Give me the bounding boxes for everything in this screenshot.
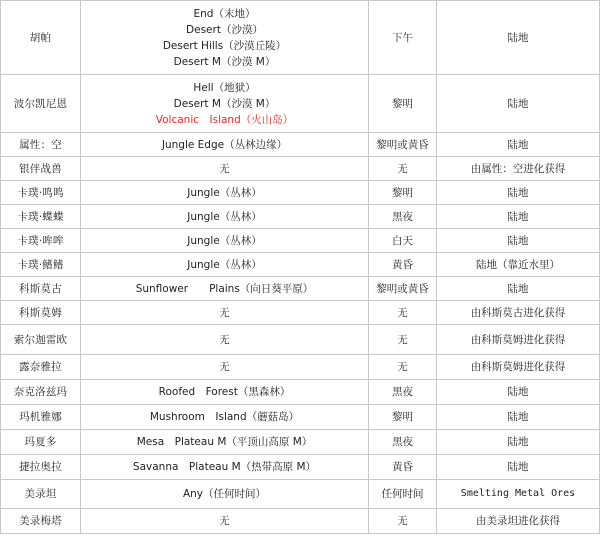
pokemon-name-cell: 索尔迦雷欧	[1, 325, 81, 355]
table-row	[1, 355, 600, 380]
pokemon-name-cell: 胡帕	[1, 1, 81, 75]
biome-cell	[81, 430, 369, 455]
spawn-time-cell: 黎明	[369, 405, 437, 430]
spawn-time-cell: 黎明	[369, 75, 437, 133]
table-row	[1, 509, 600, 534]
spawn-location-cell: 由科斯莫姆进化获得	[437, 355, 600, 380]
spawn-time-cell: 黑夜	[369, 205, 437, 229]
pokemon-name-cell: 玛机雅娜	[1, 405, 81, 430]
pokemon-name-cell: 奈克洛兹玛	[1, 380, 81, 405]
spawn-location-cell: 由美录坦进化获得	[437, 509, 600, 534]
biome-cell	[81, 405, 369, 430]
biome-line: Mesa Plateau M（平顶山高原 M）	[136, 436, 313, 448]
pokemon-name-cell: 银伴战兽	[1, 157, 81, 181]
spawn-time-cell: 无	[369, 355, 437, 380]
table-row	[1, 205, 600, 229]
pokemon-name-cell: 波尔凯尼恩	[1, 75, 81, 133]
pokemon-name-cell: 美录坦	[1, 480, 81, 509]
table-row	[1, 301, 600, 325]
biome-line: 无	[219, 306, 230, 319]
biome-line: 无	[219, 162, 230, 175]
spawn-location-cell: 陆地	[437, 380, 600, 405]
spawn-time-cell: 无	[369, 325, 437, 355]
spawn-time-cell: 白天	[369, 229, 437, 253]
pokemon-name-cell: 属性：空	[1, 133, 81, 157]
biome-cell	[81, 355, 369, 380]
table-row	[1, 325, 600, 355]
spawn-time-cell: 无	[369, 509, 437, 534]
biome-cell	[81, 380, 369, 405]
biome-line: Desert Hills（沙漠丘陵）	[162, 39, 287, 52]
spawn-location-cell: Smelting Metal Ores	[437, 480, 600, 509]
spawn-location-cell: 陆地	[437, 181, 600, 205]
pokemon-name-cell: 科斯莫姆	[1, 301, 81, 325]
table-row	[1, 380, 600, 405]
pokemon-name-cell: 卡璞·鳍鳍	[1, 253, 81, 277]
biome-line: Jungle（丛林）	[187, 258, 262, 271]
biome-cell	[81, 157, 369, 181]
spawn-time-cell: 任何时间	[369, 480, 437, 509]
pokemon-name-cell: 美录梅塔	[1, 509, 81, 534]
biome-cell	[81, 75, 369, 133]
table-row	[1, 181, 600, 205]
spawn-time-cell: 黄昏	[369, 455, 437, 480]
spawn-time-cell: 黎明或黄昏	[369, 277, 437, 301]
biome-line: Hell（地狱）	[193, 81, 256, 94]
biome-cell	[81, 181, 369, 205]
table-row	[1, 157, 600, 181]
table-row	[1, 405, 600, 430]
spawn-location-cell: 陆地	[437, 229, 600, 253]
biome-line: Savanna Plateau M（热带高原 M）	[132, 461, 317, 473]
table-row	[1, 253, 600, 277]
spawn-location-cell: 陆地（靠近水里）	[437, 253, 600, 277]
spawn-time-cell: 无	[369, 301, 437, 325]
biome-cell	[81, 301, 369, 325]
table-row	[1, 430, 600, 455]
biome-line: Jungle（丛林）	[187, 210, 262, 223]
spawn-time-cell: 无	[369, 157, 437, 181]
spawn-time-cell: 黎明	[369, 181, 437, 205]
spawn-location-cell: 陆地	[437, 277, 600, 301]
pokemon-name-cell: 露奈雅拉	[1, 355, 81, 380]
pokemon-name-cell: 卡璞·哞哞	[1, 229, 81, 253]
table-row	[1, 455, 600, 480]
spawn-time-cell: 黑夜	[369, 380, 437, 405]
biome-line: Any（任何时间）	[182, 488, 267, 500]
pokemon-name-cell: 卡璞·蝶蝶	[1, 205, 81, 229]
spawn-location-cell: 陆地	[437, 1, 600, 75]
biome-line: Jungle Edge（丛林边缘）	[161, 138, 288, 151]
spawn-time-cell: 黑夜	[369, 430, 437, 455]
biome-cell	[81, 253, 369, 277]
biome-cell	[81, 1, 369, 75]
biome-cell	[81, 229, 369, 253]
biome-line: Sunflower Plains（向日葵平原）	[135, 282, 314, 295]
biome-line: Roofed Forest（黑森林）	[158, 386, 291, 398]
biome-cell	[81, 205, 369, 229]
biome-line: 无	[219, 361, 230, 373]
table-row	[1, 133, 600, 157]
table-row	[1, 1, 600, 75]
spawn-location-cell: 陆地	[437, 205, 600, 229]
biome-line: 无	[219, 333, 230, 346]
spawn-time-cell: 黎明或黄昏	[369, 133, 437, 157]
pokemon-name-cell: 玛夏多	[1, 430, 81, 455]
biome-line: Desert M（沙漠 M）	[173, 55, 276, 68]
table-row	[1, 229, 600, 253]
spawn-location-cell: 陆地	[437, 455, 600, 480]
spawn-time-cell: 黄昏	[369, 253, 437, 277]
biome-cell	[81, 480, 369, 509]
biome-line: Volcanic Island（火山岛）	[155, 113, 294, 126]
spawn-time-cell: 下午	[369, 1, 437, 75]
biome-line: 无	[219, 515, 230, 527]
biome-line: End（末地）	[193, 7, 256, 20]
spawn-location-cell: 陆地	[437, 405, 600, 430]
spawn-location-cell: 由科斯莫古进化获得	[437, 301, 600, 325]
spawn-location-cell: 由属性：空进化获得	[437, 157, 600, 181]
spawn-location-cell: 陆地	[437, 430, 600, 455]
spawn-location-cell: 由科斯莫姆进化获得	[437, 325, 600, 355]
biome-cell	[81, 277, 369, 301]
biome-cell	[81, 455, 369, 480]
pokemon-name-cell: 科斯莫古	[1, 277, 81, 301]
table-body	[1, 1, 600, 534]
table-row	[1, 75, 600, 133]
biome-cell	[81, 509, 369, 534]
spawn-location-cell: 陆地	[437, 133, 600, 157]
biome-cell	[81, 133, 369, 157]
table-row	[1, 277, 600, 301]
biome-line: Desert（沙漠）	[186, 23, 263, 36]
pokemon-name-cell: 卡璞·鸣鸣	[1, 181, 81, 205]
biome-line: Desert M（沙漠 M）	[173, 97, 276, 110]
biome-line: Jungle（丛林）	[187, 234, 262, 247]
biome-cell	[81, 325, 369, 355]
biome-line: Mushroom Island（蘑菇岛）	[149, 411, 300, 423]
pokemon-name-cell: 捷拉奥拉	[1, 455, 81, 480]
table-row	[1, 480, 600, 509]
spawn-location-cell: 陆地	[437, 75, 600, 133]
biome-line: Jungle（丛林）	[187, 186, 262, 199]
